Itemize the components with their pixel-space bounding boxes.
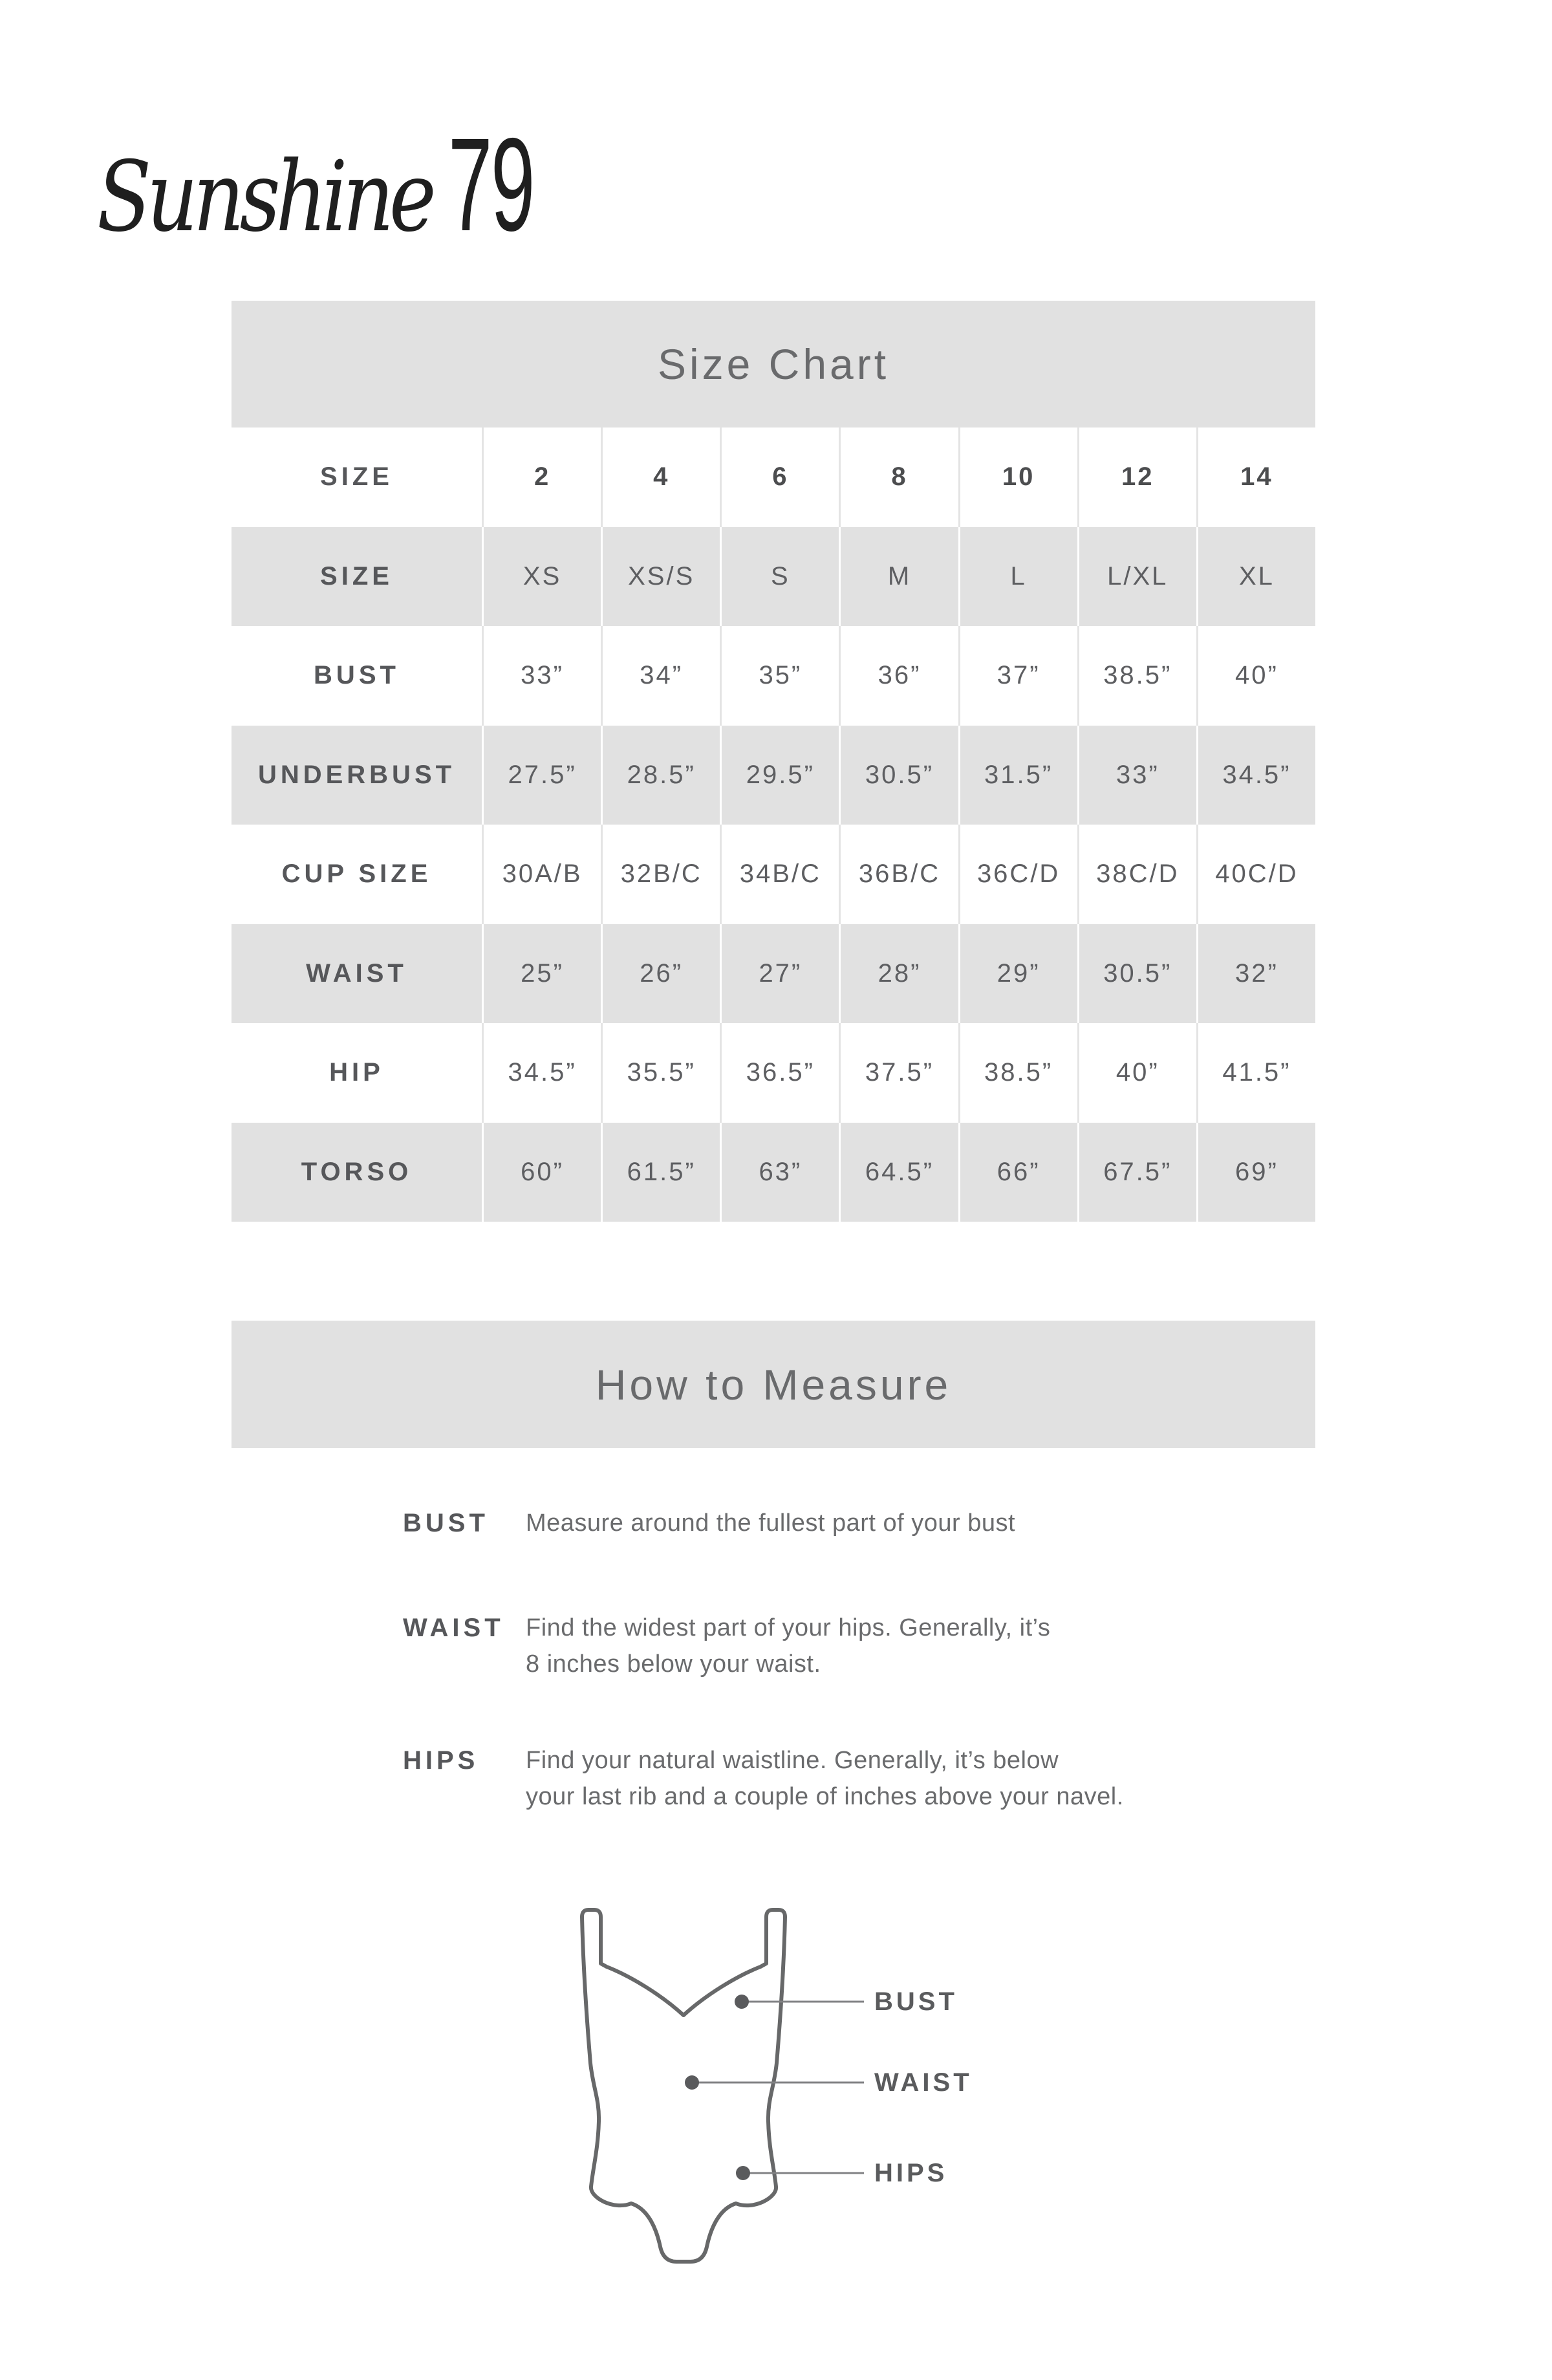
cell: 37” — [958, 626, 1077, 726]
cell: 25” — [482, 924, 601, 1024]
cell: 28.5” — [601, 726, 720, 825]
cell: 29.5” — [720, 726, 839, 825]
cell: 66” — [958, 1123, 1077, 1222]
cell: 60” — [482, 1123, 601, 1222]
cell: 27.5” — [482, 726, 601, 825]
brand-logo-number: 79 — [447, 111, 534, 259]
how-to-measure-title: How to Measure — [232, 1321, 1315, 1448]
waist-dot — [685, 2075, 699, 2090]
description-line: Measure around the fullest part of your bust — [526, 1509, 1016, 1537]
cell: 30A/B — [482, 825, 601, 924]
cell: 32” — [1196, 924, 1315, 1024]
measure-label-waist: WAIST — [403, 1614, 504, 1642]
cell: 61.5” — [601, 1123, 720, 1222]
cell: 30.5” — [1077, 924, 1196, 1024]
row-bust — [232, 626, 1315, 726]
row-label: HIP — [329, 1058, 384, 1087]
cell: 37.5” — [839, 1023, 958, 1123]
cell: 40C/D — [1196, 825, 1315, 924]
cell: 38.5” — [1077, 626, 1196, 726]
cell: 31.5” — [958, 726, 1077, 825]
row-label: WAIST — [306, 958, 407, 988]
cell: 8 — [839, 427, 958, 527]
cell: 27” — [720, 924, 839, 1024]
bust-dot — [735, 1995, 749, 2009]
row-label: BUST — [314, 661, 400, 690]
row-label: TORSO — [301, 1157, 413, 1186]
row-underbust — [232, 726, 1315, 825]
cell: S — [720, 527, 839, 627]
cell: 32B/C — [601, 825, 720, 924]
cell: 14 — [1196, 427, 1315, 527]
cell: 38.5” — [958, 1023, 1077, 1123]
cell: 40” — [1196, 626, 1315, 726]
measure-waist — [403, 1610, 1050, 1682]
brand-logo — [97, 109, 590, 261]
row-label: SIZE — [320, 462, 393, 492]
cell: 67.5” — [1077, 1123, 1196, 1222]
diagram-label-waist: WAIST — [874, 2068, 973, 2097]
size-chart-title: Size Chart — [232, 301, 1315, 427]
cell: 38C/D — [1077, 825, 1196, 924]
size-chart-table — [232, 301, 1315, 1222]
measure-bust — [403, 1505, 1015, 1541]
measure-label-bust: BUST — [403, 1509, 489, 1537]
cell: XL — [1196, 527, 1315, 627]
cell: 33” — [1077, 726, 1196, 825]
description-line: Find your natural waistline. Generally, it’s below — [526, 1747, 1059, 1774]
cell: 34B/C — [720, 825, 839, 924]
cell: 2 — [482, 427, 601, 527]
cell: 64.5” — [839, 1123, 958, 1222]
row-label: SIZE — [320, 561, 393, 590]
measure-description-waist — [526, 1610, 1050, 1682]
measure-label-hips: HIPS — [403, 1746, 479, 1775]
cell: 36C/D — [958, 825, 1077, 924]
row-cup-size — [232, 825, 1315, 924]
cell: 34” — [601, 626, 720, 726]
hips-dot — [736, 2166, 750, 2180]
row-label: UNDERBUST — [257, 760, 456, 789]
swimsuit-diagram — [563, 1908, 1009, 2296]
cell: 10 — [958, 427, 1077, 527]
cell: 28” — [839, 924, 958, 1024]
row-torso — [232, 1123, 1315, 1222]
cell: 4 — [601, 427, 720, 527]
row-waist — [232, 924, 1315, 1024]
cell: L/XL — [1077, 527, 1196, 627]
measure-hips — [403, 1742, 1124, 1815]
cell: 63” — [720, 1123, 839, 1222]
cell: 36B/C — [839, 825, 958, 924]
cell: 29” — [958, 924, 1077, 1024]
measure-description-bust — [526, 1505, 1015, 1541]
cell: M — [839, 527, 958, 627]
cell: 35” — [720, 626, 839, 726]
cell: 34.5” — [482, 1023, 601, 1123]
row-label: CUP SIZE — [281, 860, 432, 889]
cell: 6 — [720, 427, 839, 527]
row-size-letter — [232, 527, 1315, 627]
description-line: Find the widest part of your hips. Generally, it’s — [526, 1614, 1051, 1641]
cell: 41.5” — [1196, 1023, 1315, 1123]
cell: 26” — [601, 924, 720, 1024]
description-line: 8 inches below your waist. — [526, 1650, 821, 1678]
cell: 35.5” — [601, 1023, 720, 1123]
cell: 36.5” — [720, 1023, 839, 1123]
cell: 36” — [839, 626, 958, 726]
cell: L — [958, 527, 1077, 627]
cell: 33” — [482, 626, 601, 726]
cell: 34.5” — [1196, 726, 1315, 825]
row-size-number — [232, 427, 1315, 527]
diagram-label-bust: BUST — [874, 1987, 958, 2016]
row-hip — [232, 1023, 1315, 1123]
swimsuit-outline — [582, 1910, 785, 2262]
cell: XS/S — [601, 527, 720, 627]
cell: XS — [482, 527, 601, 627]
cell: 40” — [1077, 1023, 1196, 1123]
cell: 69” — [1196, 1123, 1315, 1222]
brand-logo-script: Sunshine — [97, 141, 432, 254]
diagram-label-hips: HIPS — [874, 2159, 948, 2187]
description-line: your last rib and a couple of inches above your navel. — [526, 1783, 1124, 1810]
cell: 12 — [1077, 427, 1196, 527]
measure-description-hips — [526, 1742, 1124, 1815]
cell: 30.5” — [839, 726, 958, 825]
